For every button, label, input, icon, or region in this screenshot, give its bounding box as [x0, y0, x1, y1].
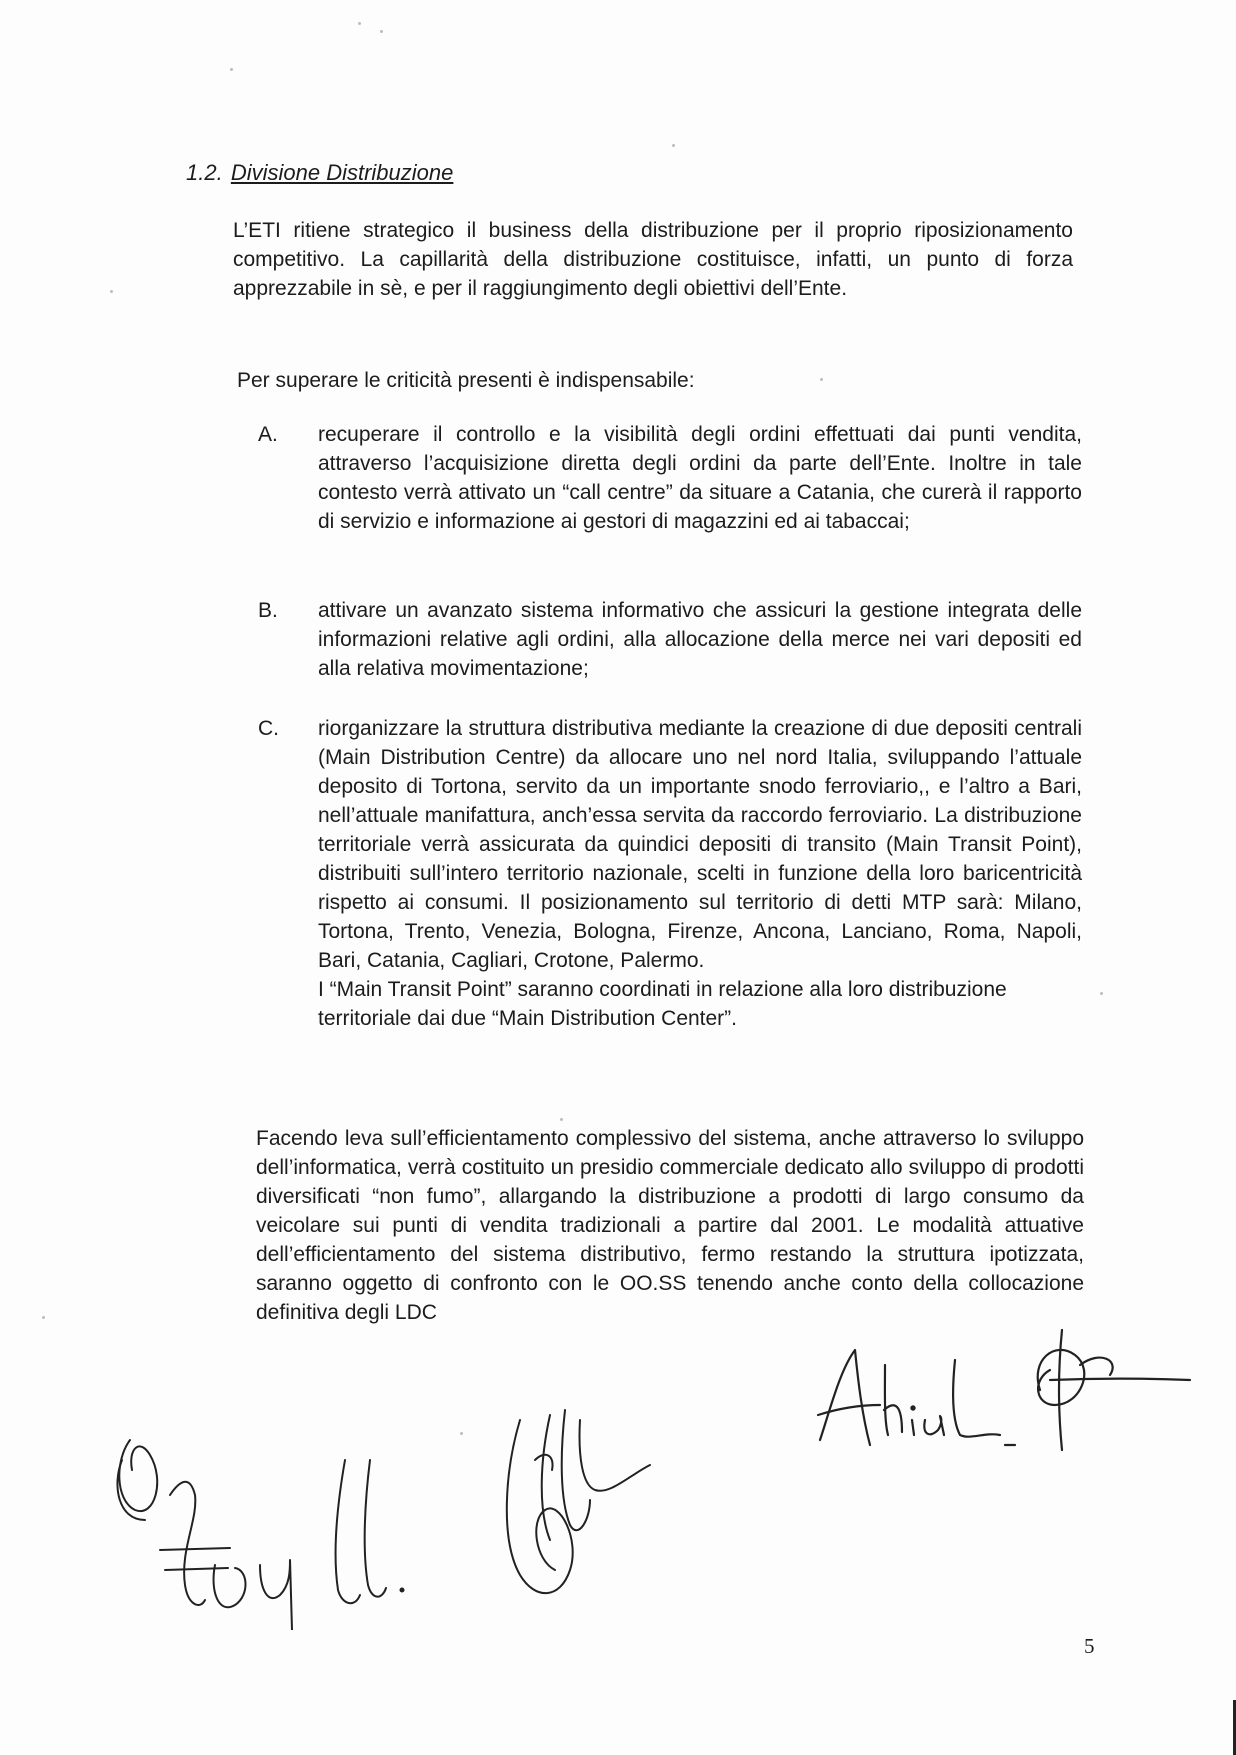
scan-artifact [1100, 992, 1103, 995]
list-item-text-continued: I “Main Transit Point” saranno coordinati in relazione alla loro distribuzione territoriale dai due “Main Distribution Center”. [318, 978, 1007, 1030]
scan-artifact [358, 22, 361, 25]
intro-paragraph: L’ETI ritiene strategico il business della distribuzione per il proprio riposizionamento competitivo. La capillarità della distribuzione costituisce, infatti, un punto di forza apprezzabile in sè, e per il raggiungimento degli obiettivi dell’Ente. [233, 219, 1073, 300]
list-item-letter: B. [258, 599, 278, 622]
list-item-b [258, 596, 1082, 683]
scan-artifact [110, 290, 113, 293]
section-heading [186, 160, 453, 186]
signature-right [800, 1320, 1200, 1460]
signature-middle [490, 1400, 660, 1610]
scan-artifact [380, 30, 383, 33]
list-item-text: attivare un avanzato sistema informativo che assicuri la gestione integrata delle informazioni relative agli ordini, alla allocazione della merce nei vari depositi ed alla relativa movimentazione; [318, 599, 1082, 680]
lead-paragraph: Per superare le criticità presenti è indispensabile: [237, 369, 695, 392]
list-item-a [258, 420, 1082, 536]
scan-artifact [560, 1118, 563, 1121]
scan-artifact [672, 144, 675, 147]
scan-artifact [820, 378, 823, 381]
list-item-letter: C. [258, 717, 279, 740]
list-item-text-block [318, 714, 1082, 1033]
list-item-c [258, 714, 1082, 1033]
section-number: 1.2. [186, 160, 223, 185]
list-item-text: recuperare il controllo e la visibilità degli ordini effettuati dai punti vendita, attraverso l’acquisizione diretta degli ordini da parte dell’Ente. Inoltre in tale contesto verrà attivato un “call centre” da situare a Catania, che curerà il rapporto di servizio e informazione ai gestori di magazzini ed ai tabaccai; [318, 423, 1082, 533]
scan-artifact [230, 68, 233, 71]
scan-artifact [42, 1316, 45, 1319]
signature-left [110, 1400, 410, 1630]
closing-paragraph: Facendo leva sull’efficientamento complessivo del sistema, anche attraverso lo sviluppo dell’informatica, verrà costituito un presidio commerciale dedicato allo sviluppo di prodotti diversificati “non fumo”, allargando la distribuzione a prodotti di largo consumo da veicolare sui punti di vendita tradizionali a partire dal 2001. Le modalità attuative dell’efficientamento del sistema distributivo, fermo restando la struttura ipotizzata, saranno oggetto di confronto con le OO.SS tenendo anche conto della collocazione definitiva degli LDC [256, 1127, 1084, 1324]
list-item-text: riorganizzare la struttura distributiva mediante la creazione di due depositi centrali (Main Distribution Centre) da allocare uno nel nord Italia, sviluppando l’attuale deposito di Tortona, servito da un importante snodo ferroviario,, e l’altro a Bari, nell’attuale manifattura, anch’essa servita da raccordo ferroviario. La distribuzione territoriale verrà assicurata da quindici depositi di transito (Main Transit Point), distribuiti sull’intero territorio nazionale, scelti in funzione della loro baricentricità rispetto ai consumi. Il posizionamento sul territorio di detti MTP sarà: Milano, Tortona, Trento, Venezia, Bologna, Firenze, Ancona, Lanciano, Roma, Napoli, Bari, Catania, Cagliari, Crotone, Palermo. [318, 717, 1082, 972]
list-item-letter: A. [258, 423, 278, 446]
scan-artifact [460, 1432, 463, 1435]
section-title: Divisione Distribuzione [230, 160, 454, 185]
page-number: 5 [1084, 1634, 1095, 1658]
